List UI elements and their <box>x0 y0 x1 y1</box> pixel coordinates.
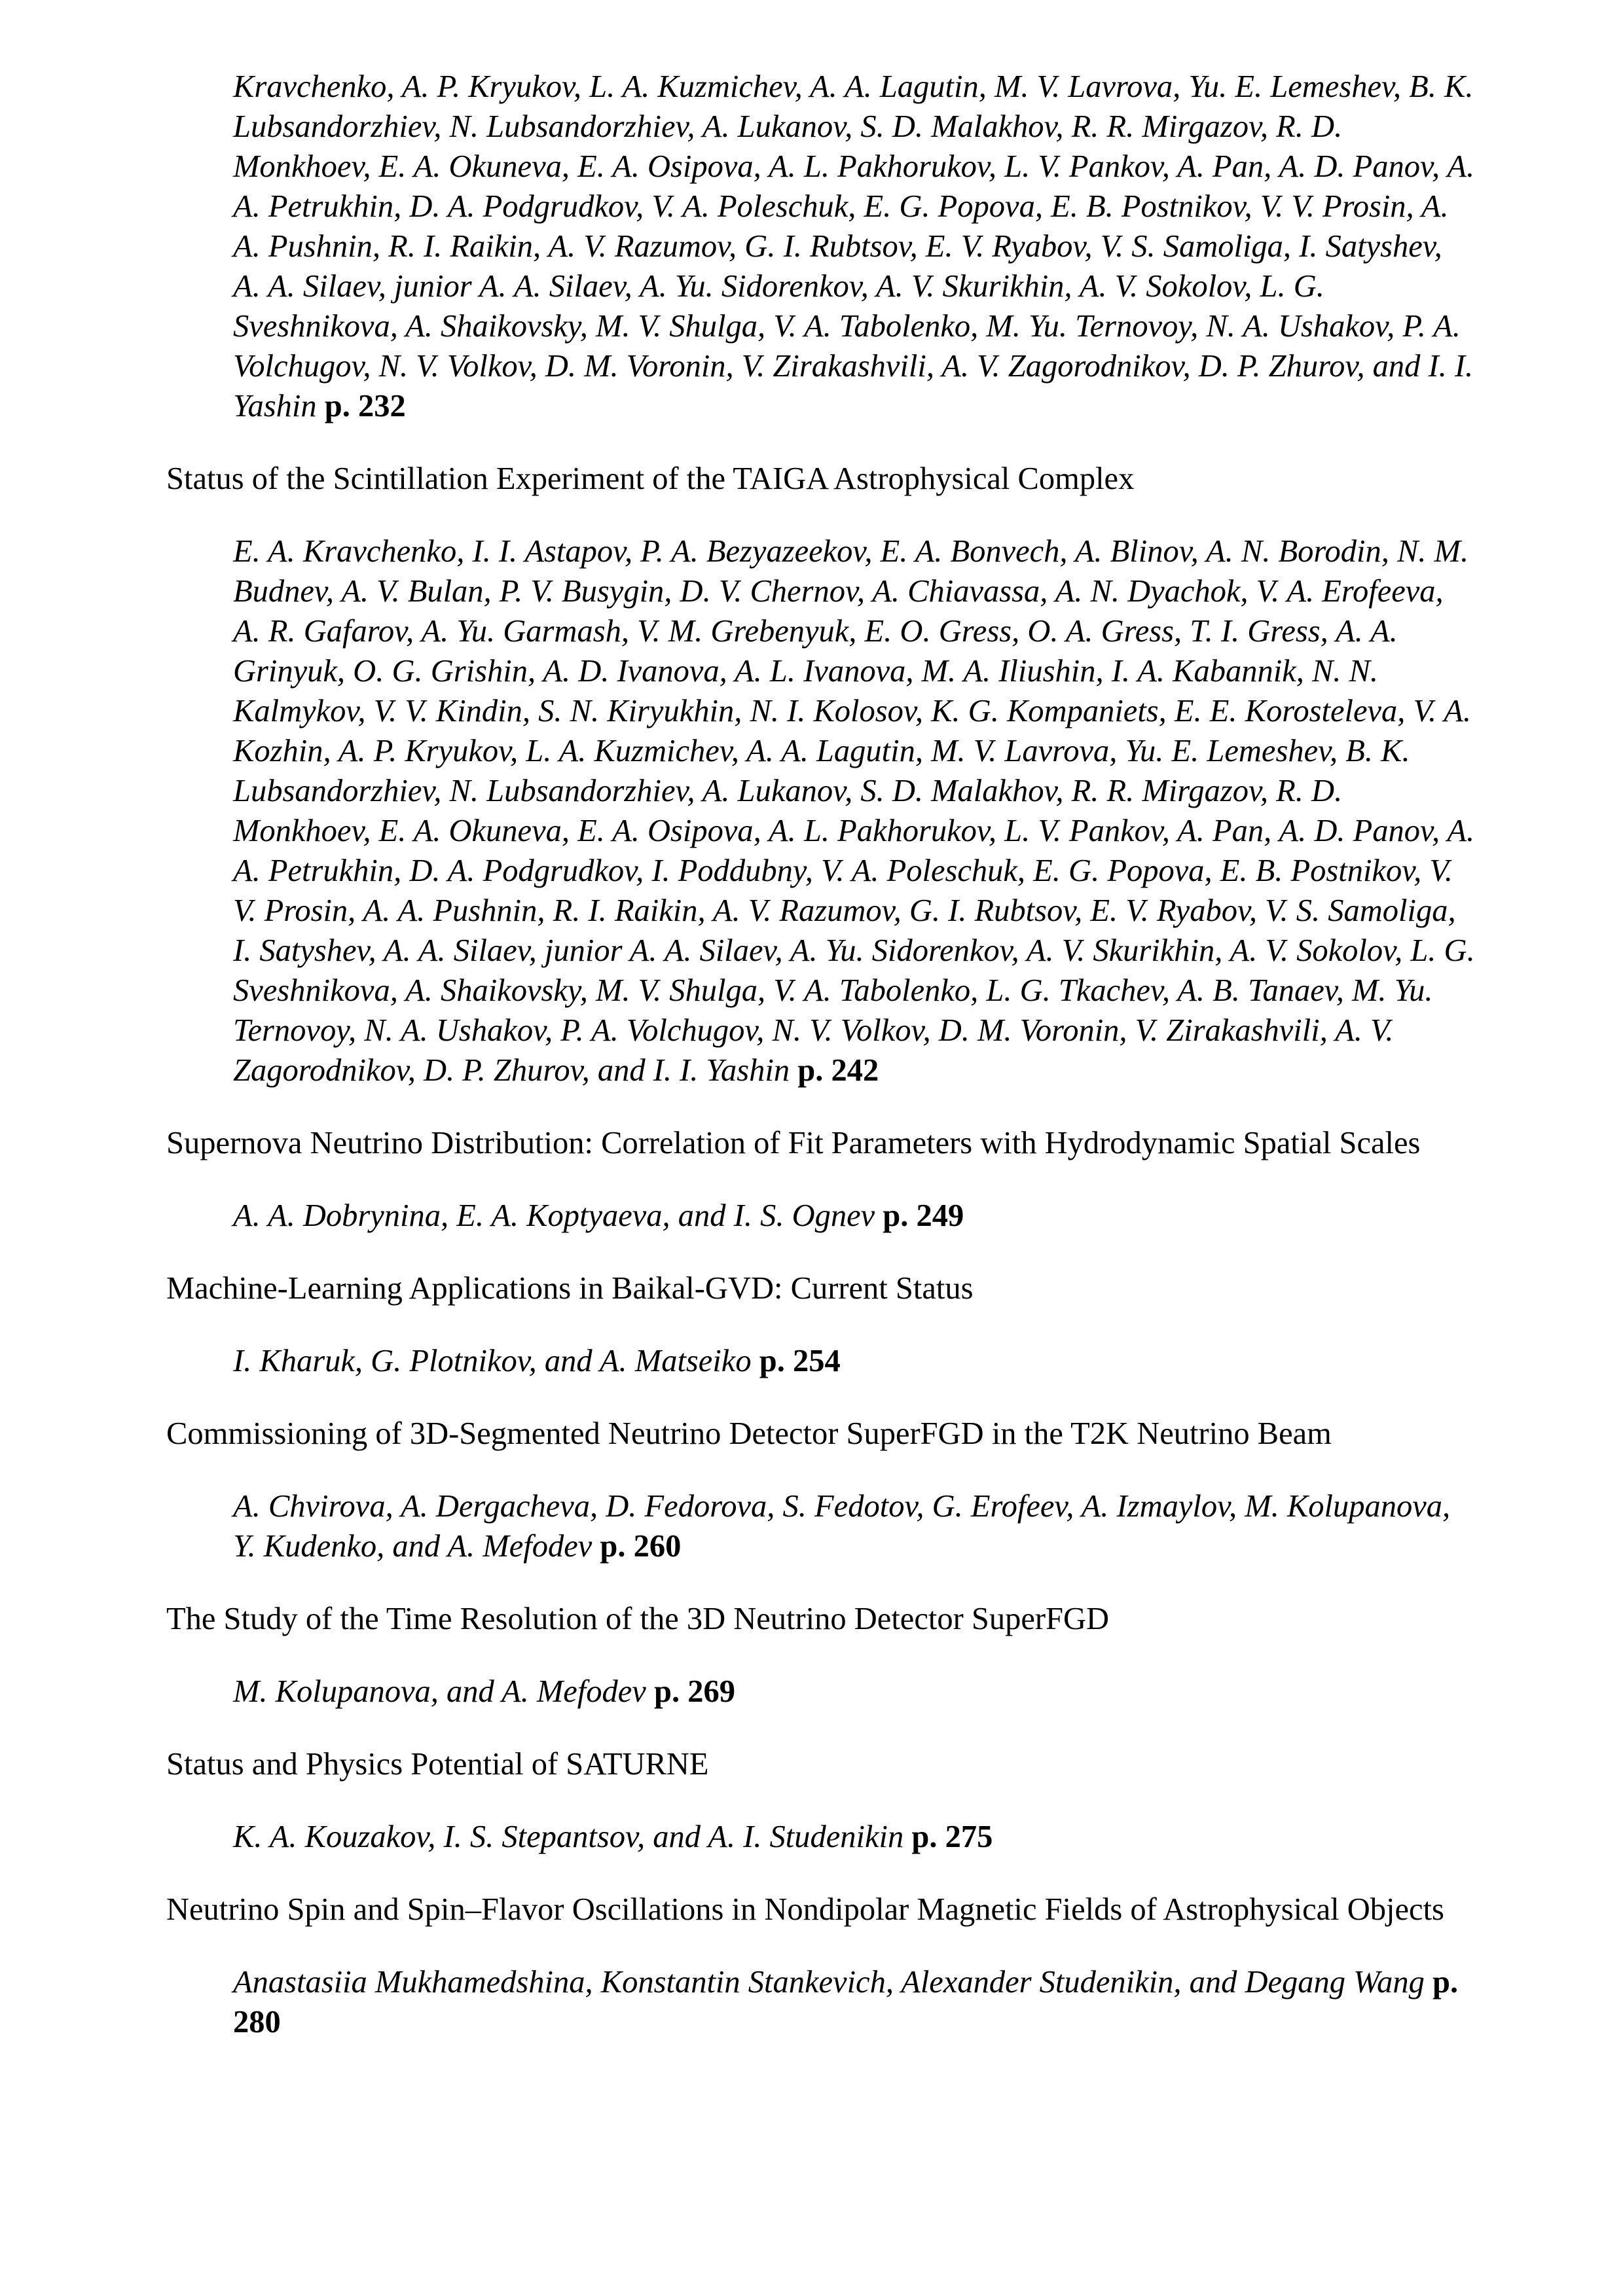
page-number: p. 269 <box>653 1674 735 1709</box>
page-number: p. 260 <box>600 1529 682 1564</box>
authors-text: I. Kharuk, G. Plotnikov, and A. Matseiko <box>233 1344 752 1378</box>
entry-authors <box>233 1196 1476 1236</box>
entry-title: Machine-Learning Applications in Baikal-GVD: Current Status <box>166 1271 974 1306</box>
entry-authors <box>233 1962 1476 2042</box>
entry-title: Status and Physics Potential of SATURNE <box>166 1747 709 1782</box>
entry-authors <box>233 67 1476 426</box>
toc-entry <box>166 67 1476 459</box>
page-number: p. 254 <box>759 1344 841 1378</box>
authors-text: A. A. Dobrynina, E. A. Koptyaeva, and I. S. Ognev <box>233 1198 875 1233</box>
table-of-contents <box>166 67 1476 2042</box>
page-number: p. 249 <box>883 1198 964 1233</box>
entry-authors <box>233 1817 1476 1857</box>
entry-title: The Study of the Time Resolution of the 3D Neutrino Detector SuperFGD <box>166 1602 1110 1636</box>
entry-authors <box>233 1486 1476 1566</box>
page-number: p. 232 <box>324 389 406 423</box>
entry-title: Supernova Neutrino Distribution: Correlation of Fit Parameters with Hydrodynamic Spatial Scales <box>166 1126 1421 1160</box>
toc-entry <box>166 1414 1476 1599</box>
authors-text: Kravchenko, A. P. Kryukov, L. A. Kuzmichev, A. A. Lagutin, M. V. Lavrova, Yu. E. Lemeshev, B. K. Lubsandorzhiev, N. Lubsandorzhiev, A. Lukanov, S. D. Malakhov, R. R. Mirgazov, R. D. Monkhoev, E. A. Okuneva, E. A. Osipova, A. L. Pakhorukov, L. V. Pankov, A. Pan, A. D. Panov, A. A. Petrukhin, D. A. Podgrudkov, V. A. Poleschuk, E. G. Popova, E. B. Postnikov, V. V. Prosin, A. A. Pushnin, R. I. Raikin, A. V. Razumov, G. I. Rubtsov, E. V. Ryabov, V. S. Samoliga, I. Satyshev, A. A. Silaev, junior A. A. Silaev, A. Yu. Sidorenkov, A. V. Skurikhin, A. V. Sokolov, L. G. Sveshnikova, A. Shaikovsky, M. V. Shulga, V. A. Tabolenko, M. Yu. Ternovoy, N. A. Ushakov, P. A. Volchugov, N. V. Volkov, D. M. Voronin, V. Zirakashvili, A. V. Zagorodnikov, D. P. Zhurov, and I. I. Yashin <box>233 69 1475 423</box>
entry-authors <box>233 1672 1476 1712</box>
toc-entry <box>166 1123 1476 1268</box>
authors-text: M. Kolupanova, and A. Mefodev <box>233 1674 646 1709</box>
toc-entry <box>166 459 1476 1123</box>
authors-text: K. A. Kouzakov, I. S. Stepantsov, and A. I. Studenikin <box>233 1820 904 1854</box>
authors-text: Anastasiia Mukhamedshina, Konstantin Stankevich, Alexander Studenikin, and Degang Wang <box>233 1965 1425 2000</box>
toc-entry <box>166 1599 1476 1744</box>
entry-title: Status of the Scintillation Experiment of the TAIGA Astrophysical Complex <box>166 461 1135 496</box>
page-number: p. 242 <box>797 1053 879 1088</box>
entry-title: Neutrino Spin and Spin–Flavor Oscillations in Nondipolar Magnetic Fields of Astrophysical Objects <box>166 1892 1444 1927</box>
entry-authors <box>233 531 1476 1090</box>
toc-entry <box>166 1890 1476 2042</box>
page-number: p. 280 <box>233 1965 1459 2039</box>
authors-text: E. A. Kravchenko, I. I. Astapov, P. A. Bezyazeekov, E. A. Bonvech, A. Blinov, A. N. Borodin, N. M. Budnev, A. V. Bulan, P. V. Busygin, D. V. Chernov, A. Chiavassa, A. N. Dyachok, V. A. Erofeeva, A. R. Gafarov, A. Yu. Garmash, V. M. Grebenyuk, E. O. Gress, O. A. Gress, T. I. Gress, A. A. Grinyuk, O. G. Grishin, A. D. Ivanova, A. L. Ivanova, M. A. Iliushin, I. A. Kabannik, N. N. Kalmykov, V. V. Kindin, S. N. Kiryukhin, N. I. Kolosov, K. G. Kompaniets, E. E. Korosteleva, V. A. Kozhin, A. P. Kryukov, L. A. Kuzmichev, A. A. Lagutin, M. V. Lavrova, Yu. E. Lemeshev, B. K. Lubsandorzhiev, N. Lubsandorzhiev, A. Lukanov, S. D. Malakhov, R. R. Mirgazov, R. D. Monkhoev, E. A. Okuneva, E. A. Osipova, A. L. Pakhorukov, L. V. Pankov, A. Pan, A. D. Panov, A. A. Petrukhin, D. A. Podgrudkov, I. Poddubny, V. A. Poleschuk, E. G. Popova, E. B. Postnikov, V. V. Prosin, A. A. Pushnin, R. I. Raikin, A. V. Razumov, G. I. Rubtsov, E. V. Ryabov, V. S. Samoliga, I. Satyshev, A. A. Silaev, junior A. A. Silaev, A. Yu. Sidorenkov, A. V. Skurikhin, A. V. Sokolov, L. G. Sveshnikova, A. Shaikovsky, M. V. Shulga, V. A. Tabolenko, L. G. Tkachev, A. B. Tanaev, M. Yu. Ternovoy, N. A. Ushakov, P. A. Volchugov, N. V. Volkov, D. M. Voronin, V. Zirakashvili, A. V. Zagorodnikov, D. P. Zhurov, and I. I. Yashin <box>233 534 1475 1088</box>
authors-text: A. Chvirova, A. Dergacheva, D. Fedorova, S. Fedotov, G. Erofeev, A. Izmaylov, M. Kolupanova, Y. Kudenko, and A. Mefodev <box>233 1489 1451 1564</box>
toc-entry <box>166 1744 1476 1890</box>
entry-title: Commissioning of 3D-Segmented Neutrino Detector SuperFGD in the T2K Neutrino Beam <box>166 1416 1332 1451</box>
entry-authors <box>233 1341 1476 1381</box>
toc-entry <box>166 1268 1476 1414</box>
page-number: p. 275 <box>911 1820 993 1854</box>
